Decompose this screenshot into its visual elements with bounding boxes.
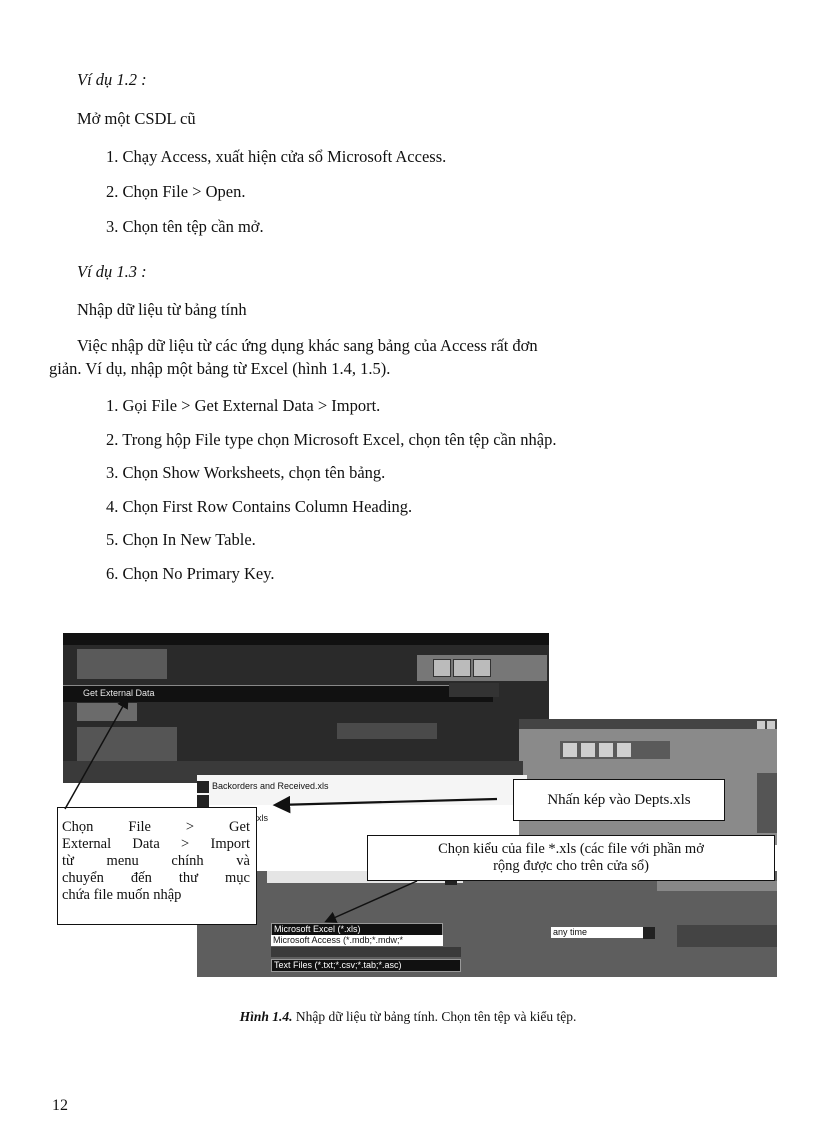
example-1-3-step: 6. Chọn No Primary Key. bbox=[106, 564, 275, 583]
arrow-to-file bbox=[277, 799, 497, 805]
callout-line: từ menu chính và bbox=[62, 853, 250, 869]
example-1-2-step: 2. Chọn File > Open. bbox=[106, 182, 246, 201]
figure-1-4 bbox=[57, 633, 777, 978]
example-1-2-heading: Ví dụ 1.2 : bbox=[77, 70, 147, 89]
callout-line: Chọn kiểu của file *.xls (các file với phần mở bbox=[438, 841, 704, 857]
time-field: any time bbox=[551, 927, 643, 938]
example-1-2-intro: Mở một CSDL cũ bbox=[77, 109, 196, 128]
arrow-to-menu bbox=[65, 699, 127, 809]
dropdown-option-access: Microsoft Access (*.mdb;*.mdw;* bbox=[271, 935, 443, 946]
arrow-to-dropdown bbox=[327, 881, 417, 921]
example-1-3-step: 5. Chọn In New Table. bbox=[106, 530, 256, 549]
caption-text: Nhập dữ liệu từ bảng tính. Chọn tên tệp và kiểu tệp. bbox=[292, 1009, 577, 1024]
file-item: Backorders and Received.xls bbox=[212, 781, 329, 791]
callout-line: External Data > Import bbox=[62, 836, 250, 852]
dropdown-option-excel: Microsoft Excel (*.xls) bbox=[271, 923, 443, 936]
callout-line: rộng được cho trên cửa sổ) bbox=[493, 858, 649, 874]
example-1-3-intro: Nhập dữ liệu từ bảng tính bbox=[77, 300, 247, 319]
example-1-2-step: 3. Chọn tên tệp cần mở. bbox=[106, 217, 264, 236]
dropdown-option-text: Text Files (*.txt;*.csv;*.tab;*.asc) bbox=[271, 959, 461, 972]
example-1-3-step: 2. Trong hộp File type chọn Microsoft Excel, chọn tên tệp cần nhập. bbox=[106, 430, 557, 449]
paragraph-line: Việc nhập dữ liệu từ các ứng dụng khác sang bảng của Access rất đơn bbox=[77, 336, 538, 355]
caption-label: Hình 1.4. bbox=[239, 1009, 293, 1024]
example-1-3-step: 1. Gọi File > Get External Data > Import. bbox=[106, 396, 381, 415]
callout-line: Chọn File > Get bbox=[62, 819, 250, 835]
callout-top: Nhấn kép vào Depts.xls bbox=[513, 779, 725, 821]
callout-line: chuyển đến thư mục bbox=[62, 870, 250, 886]
example-1-2-step: 1. Chạy Access, xuất hiện cửa sổ Microsoft Access. bbox=[106, 147, 447, 166]
file-item: xls bbox=[257, 813, 268, 823]
figure-caption bbox=[0, 1009, 816, 1025]
example-1-3-step: 4. Chọn First Row Contains Column Heading. bbox=[106, 497, 413, 516]
example-1-3-step: 3. Chọn Show Worksheets, chọn tên bảng. bbox=[106, 463, 386, 482]
menu-item-get-external-data: Get External Data bbox=[83, 688, 155, 698]
callout-line: chứa file muốn nhập bbox=[62, 887, 182, 903]
example-1-3-heading: Ví dụ 1.3 : bbox=[77, 262, 147, 281]
paragraph-line: giản. Ví dụ, nhập một bảng từ Excel (hình 1.4, 1.5). bbox=[49, 359, 391, 378]
figure-arrows bbox=[57, 633, 777, 978]
page-number: 12 bbox=[52, 1097, 68, 1114]
